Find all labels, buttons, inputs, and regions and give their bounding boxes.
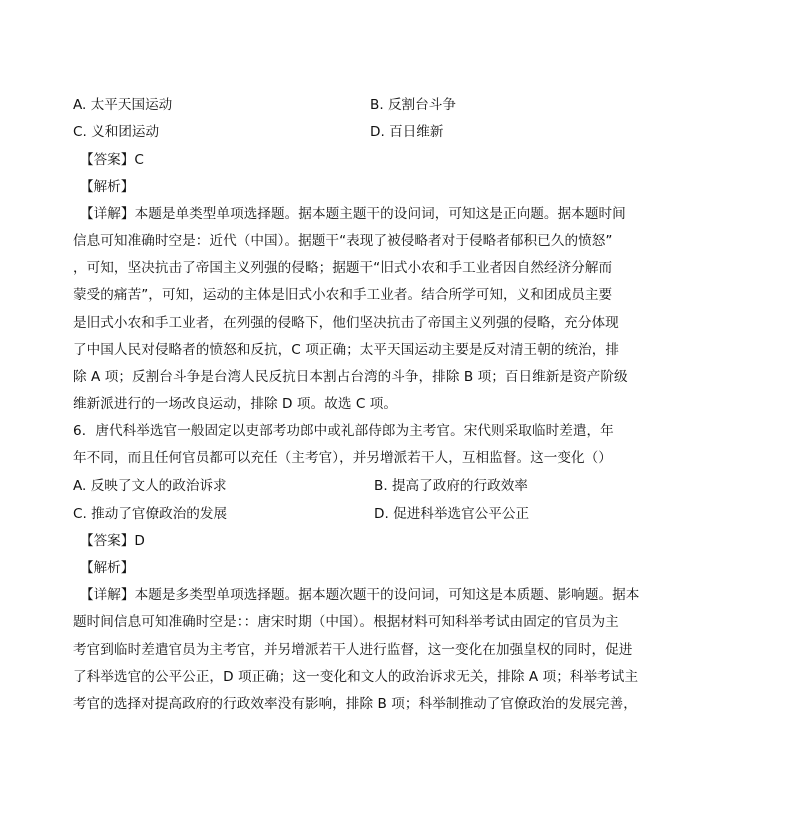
q5-detail-line: 了中国人民对侵略者的愤怒和反抗，C 项正确；太平天国运动主要是反对清王朝的统治，排	[73, 342, 620, 358]
q6-detail-line: 题时间信息可知准确时空是：：唐宋时期（中国）。根据材料可知科举考试由固定的官员为主	[73, 614, 619, 630]
q6-stem-line: 年不同，而且任何官员都可以充任（主考官），并另增派若干人，互相监督。这一变化（）	[73, 450, 612, 466]
q5-detail-line: ，可知，坚决抗击了帝国主义列强的侵略；据题干“旧式小农和手工业者因自然经济分解而	[73, 260, 613, 276]
q6-detail-line: 了科举选官的公平公正，D 项正确；这一变化和文人的政治诉求无关，排除 A 项；科举考试主	[73, 669, 639, 685]
q6-detail-line: 考官到临时差遣官员为主考官，并另增派若干人进行监督，这一变化在加强皇权的同时，促进	[73, 642, 633, 658]
q6-answer: 【答案】D	[80, 533, 145, 549]
q5-answer: 【答案】C	[80, 152, 144, 168]
q6-detail-line: 考官的选择对提高政府的行政效率没有影响，排除 B 项；科举制推动了官僚政治的发展完善，	[73, 696, 637, 712]
q5-detail-line: 蒙受的痛苦”，可知，运动的主体是旧式小农和手工业者。结合所学可知，义和团成员主要	[73, 287, 613, 303]
q5-option-a: A. 太平天国运动	[73, 97, 173, 113]
q5-option-c: C. 义和团运动	[73, 124, 160, 140]
q5-detail-line: 除 A 项；反割台斗争是台湾人民反抗日本割占台湾的斗争，排除 B 项；百日维新是资产阶级	[73, 369, 628, 385]
q5-option-d: D. 百日维新	[370, 124, 444, 140]
q5-detail-line: 维新派进行的一场改良运动，排除 D 项。故选 C 项。	[73, 396, 398, 412]
q5-detail-line: 是旧式小农和手工业者，在列强的侵略下，他们坚决抗击了帝国主义列强的侵略，充分体现	[73, 315, 619, 331]
q5-detail-line: 信息可知准确时空是：近代（中国）。据题干“表现了被侵略者对于侵略者郁积已久的愤怒”	[73, 233, 613, 249]
q6-analysis-label: 【解析】	[80, 560, 135, 576]
q6-option-d: D. 促进科举选官公平公正	[374, 506, 530, 522]
q6-stem-line: 6．唐代科举选官一般固定以吏部考功郎中或礼部侍郎为主考官。宋代则采取临时差遣，年	[73, 423, 614, 439]
q5-analysis-label: 【解析】	[80, 179, 135, 195]
q6-detail-line: 【详解】本题是多类型单项选择题。据本题次题干的设问词，可知这是本质题、影响题。据本	[80, 587, 640, 603]
q5-option-b: B. 反割台斗争	[370, 97, 456, 113]
q6-option-c: C. 推动了官僚政治的发展	[73, 506, 228, 522]
q5-detail-line: 【详解】本题是单类型单项选择题。据本题主题干的设问词，可知这是正向题。据本题时间	[80, 206, 626, 222]
q6-option-b: B. 提高了政府的行政效率	[374, 478, 528, 494]
q6-option-a: A. 反映了文人的政治诉求	[73, 478, 227, 494]
